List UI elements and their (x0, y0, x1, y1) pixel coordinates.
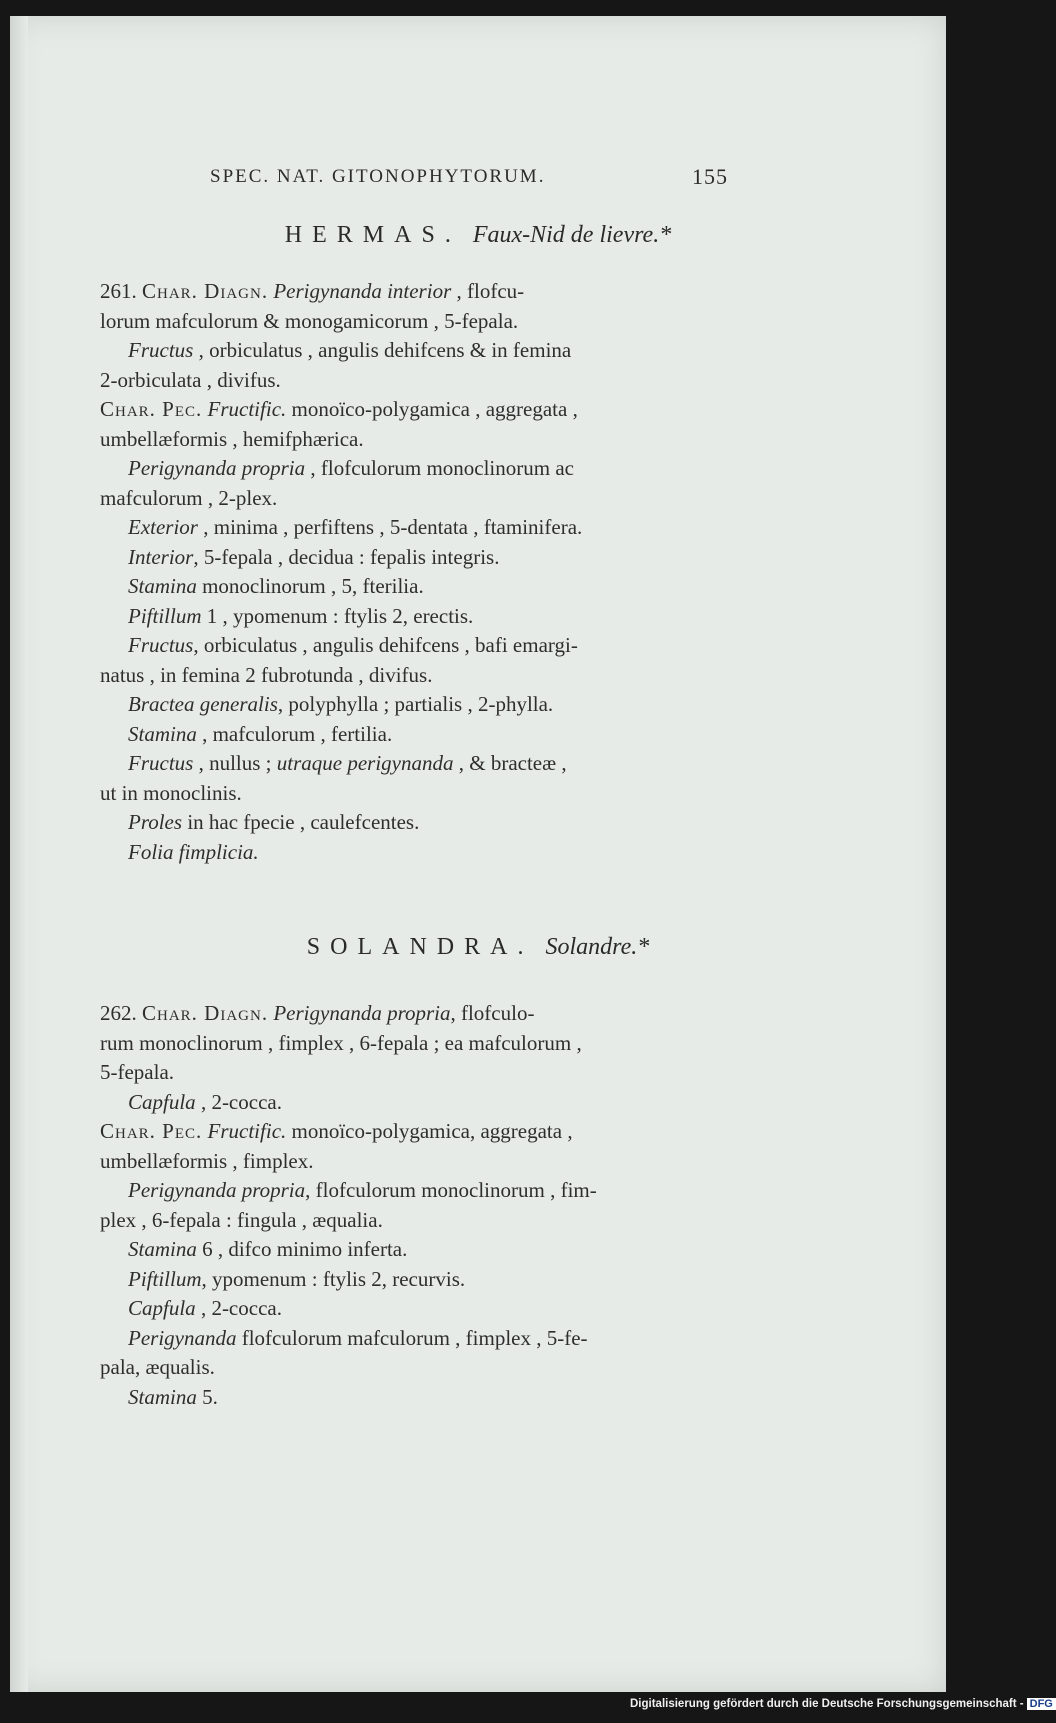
text-line: Stamina 6 , difco minimo inferta. (128, 1237, 408, 1261)
genus-vernacular-name: Faux-Nid de lievre.* (472, 222, 672, 248)
text-line: natus , in femina 2 fubrotunda , divifus. (100, 662, 433, 687)
digitization-credit (630, 1698, 1056, 1710)
text-line: Folia fimplicia. (128, 839, 259, 864)
text-line: pala, æqualis. (100, 1355, 215, 1379)
genus-vernacular-name: Solandre.* (545, 934, 650, 960)
text-line: Stamina monoclinorum , 5, fterilia. (128, 574, 424, 598)
text-line: Capfula , 2-cocca. (128, 1089, 282, 1114)
text-line: lorum mafculorum & monogamicorum , 5-fepala. (100, 308, 519, 333)
text-line: Fructus , orbiculatus , angulis dehifcens & in femina (128, 338, 572, 362)
text-line: rum monoclinorum , fimplex , 6-fepala ; ea mafculorum , (100, 1030, 582, 1055)
text-line: 5-fepala. (100, 1060, 175, 1084)
text-line: ut in monoclinis. (100, 780, 242, 805)
text-line: Stamina , mafculorum , fertilia. (128, 721, 393, 746)
text-line: Perigynanda propria , flofculorum monoclinorum ac (128, 456, 574, 480)
dfg-logo: DFG (1027, 1698, 1056, 1710)
text-line: Bractea generalis, polyphylla ; partialis , 2-phylla. (128, 692, 554, 716)
text-line: Proles in hac fpecie , caulefcentes. (128, 810, 420, 834)
text-line: umbellæformis , hemifphærica. (100, 426, 364, 451)
text-line: Stamina 5. (128, 1384, 218, 1409)
text-line: Char. Pec. Fructific. monoïco-polygamica, aggregata , (100, 1119, 573, 1143)
genus-heading-hermas (10, 222, 946, 249)
genus-description-solandra (100, 999, 740, 1412)
text-line: Piftillum 1 , ypomenum : ftylis 2, erectis. (128, 603, 474, 628)
genus-heading-solandra (10, 934, 946, 961)
book-page (10, 16, 946, 1692)
text-line: umbellæformis , fimplex. (100, 1148, 314, 1173)
text-line: Char. Pec. Fructific. monoïco-polygamica , aggregata , (100, 397, 578, 421)
text-line: Fructus , nullus ; utraque perigynanda , & bracteæ , (128, 751, 567, 775)
text-line: Interior, 5-fepala , decidua : fepalis integris. (128, 544, 500, 569)
running-head: SPEC. NAT. GITONOPHYTORUM. (210, 166, 546, 187)
text-line: Capfula , 2-cocca. (128, 1296, 282, 1320)
text-line: Piftillum, ypomenum : ftylis 2, recurvis. (128, 1266, 466, 1291)
genus-description-hermas (100, 277, 740, 867)
text-line: Perigynanda propria, flofculorum monoclinorum , fim- (128, 1178, 597, 1202)
text-line: 261. Char. Diagn. Perigynanda interior , flofcu- (100, 279, 525, 303)
text-line: plex , 6-fepala : fingula , æqualia. (100, 1207, 383, 1232)
genus-name: HERMAS. (284, 222, 461, 248)
text-line: Exterior , minima , perfiftens , 5-dentata , ftaminifera. (128, 515, 583, 539)
credit-text: Digitalisierung gefördert durch die Deutsche Forschungsgemeinschaft - (630, 1698, 1024, 1710)
text-line: 2-orbiculata , divifus. (100, 367, 281, 392)
genus-name: SOLANDRA. (306, 934, 534, 960)
text-line: Perigynanda flofculorum mafculorum , fimplex , 5-fe- (128, 1325, 588, 1350)
page-number: 155 (692, 164, 728, 189)
page-gutter-shadow (10, 16, 28, 1692)
text-line: Fructus, orbiculatus , angulis dehifcens , bafi emargi- (128, 633, 578, 657)
text-line: mafculorum , 2-plex. (100, 485, 278, 510)
text-line: 262. Char. Diagn. Perigynanda propria, flofculo- (100, 1001, 535, 1025)
